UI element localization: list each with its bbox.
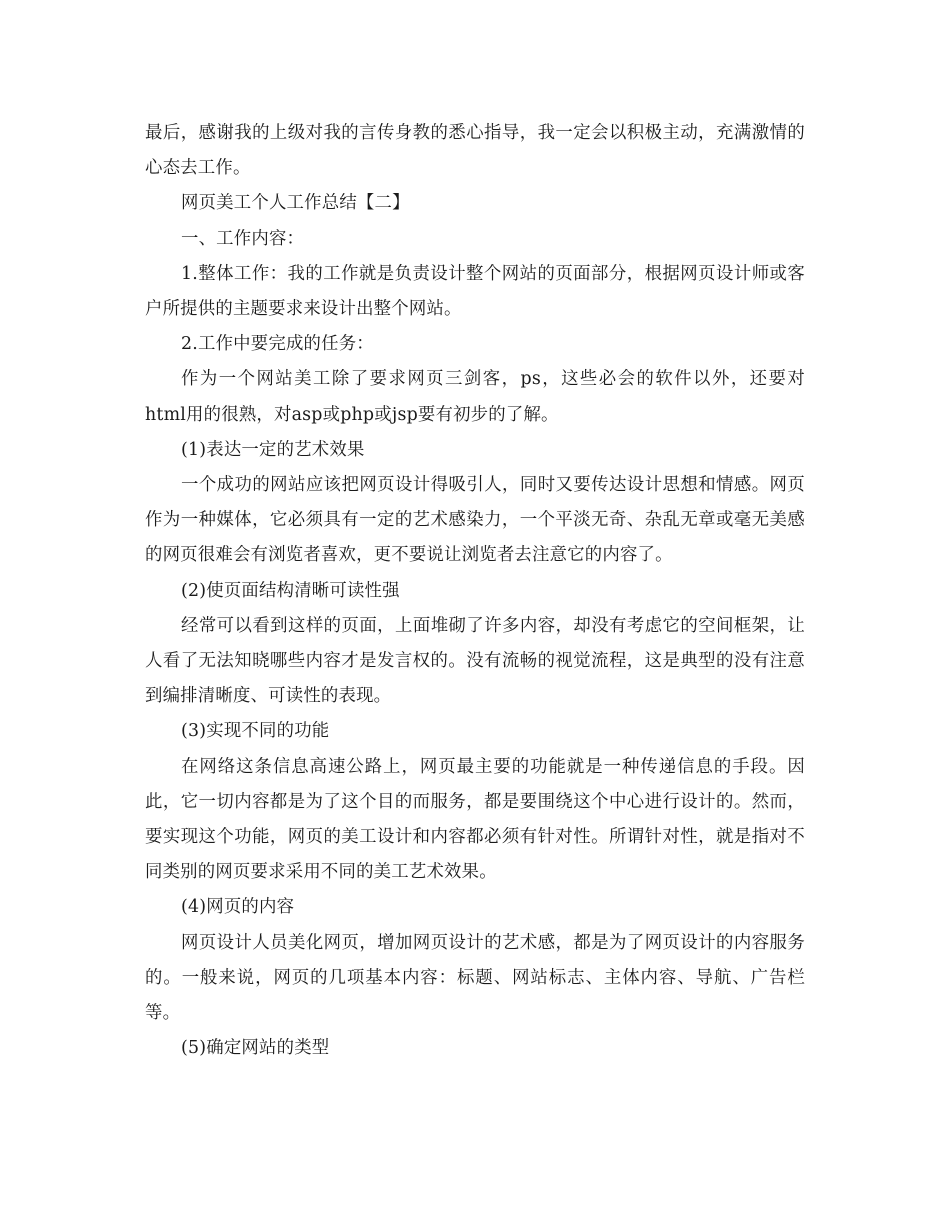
subheading-site-type: (5)确定网站的类型 bbox=[181, 1038, 330, 1059]
section-title: 网页美工个人工作总结【二】 bbox=[181, 193, 410, 214]
paragraph-skills: 作为一个网站美工除了要求网页三剑客，ps，这些必会的软件以外，还要对html用的很熟，对asp或php或jsp要有初步的了解。 bbox=[145, 369, 805, 425]
paragraph-structure: 经常可以看到这样的页面，上面堆砌了许多内容，却没有考虑它的空间框架，让人看了无法知晓哪些内容才是发言权的。没有流畅的视觉流程，这是典型的没有注意到编排清晰度、可读性的表现。 bbox=[145, 615, 805, 707]
subheading-content: (4)网页的内容 bbox=[181, 897, 295, 918]
subheading-art-effect: (1)表达一定的艺术效果 bbox=[181, 439, 365, 460]
closing-paragraph: 最后，感谢我的上级对我的言传身教的悉心指导，我一定会以积极主动，充满激情的心态去工作。 bbox=[145, 123, 805, 179]
paragraph-overall-work: 1.整体工作：我的工作就是负责设计整个网站的页面部分，根据网页设计师或客户所提供的主题要求来设计出整个网站。 bbox=[145, 263, 805, 320]
subheading-structure: (2)使页面结构清晰可读性强 bbox=[181, 580, 400, 601]
paragraph-content: 网页设计人员美化网页，增加网页设计的艺术感，都是为了网页设计的内容服务的。一般来说，网页的几项基本内容：标题、网站标志、主体内容、导航、广告栏等。 bbox=[145, 932, 805, 1024]
subheading-functions: (3)实现不同的功能 bbox=[181, 721, 330, 742]
heading-tasks: 2.工作中要完成的任务： bbox=[181, 334, 374, 355]
document-body bbox=[145, 116, 805, 1066]
paragraph-art-effect: 一个成功的网站应该把网页设计得吸引人，同时又要传达设计思想和情感。网页作为一种媒体，它必须具有一定的艺术感染力，一个平淡无奇、杂乱无章或毫无美感的网页很难会有浏览者喜欢，更不要说让浏览者去注意它的内容了。 bbox=[145, 475, 805, 566]
heading-work-content: 一、工作内容： bbox=[181, 228, 305, 249]
paragraph-functions: 在网络这条信息高速公路上，网页最主要的功能就是一种传递信息的手段。因此，它一切内容都是为了这个目的而服务，都是要围绕这个中心进行设计的。然而，要实现这个功能，网页的美工设计和内容都必须有针对性。所谓针对性，就是指对不同类别的网页要求采用不同的美工艺术效果。 bbox=[145, 756, 805, 883]
